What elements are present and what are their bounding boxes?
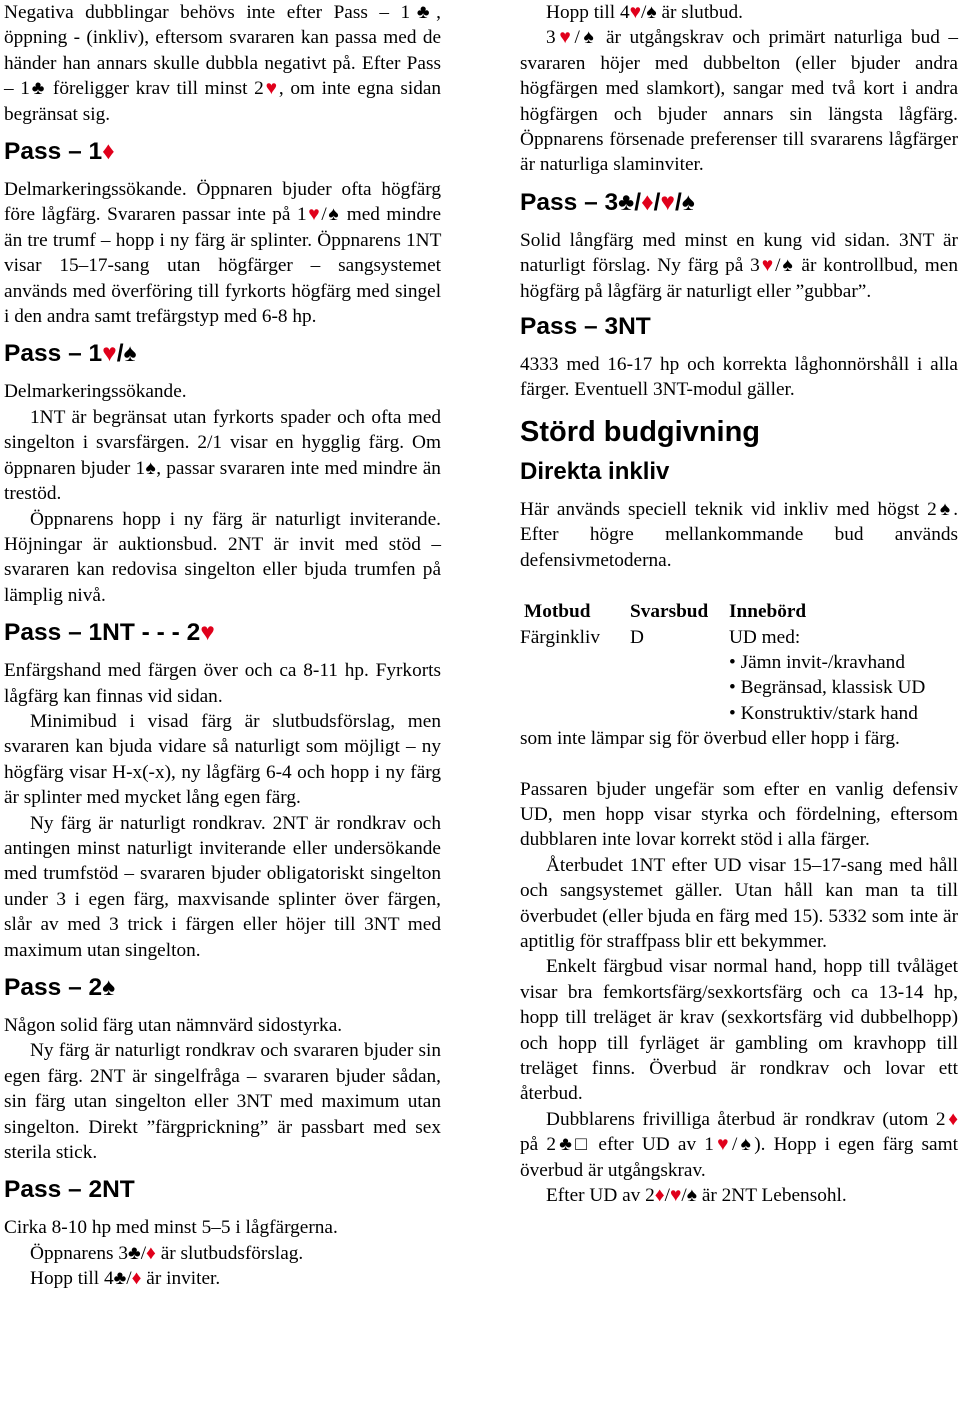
table-header: Motbud	[524, 601, 591, 623]
table-header-row	[520, 599, 925, 624]
table-row	[520, 701, 925, 726]
heart-suit-icon: ♥	[660, 188, 675, 216]
table-cell: Färginkliv	[520, 626, 600, 648]
paragraph: Öppnarens hopp i ny färg är naturligt inviterande. Höjningar är auktionsbud. 2NT är invit med stöd – svararen kan redovisa singelton eller bjuda trumfen på lämplig nivå.	[4, 508, 442, 606]
paragraph: Minimibud i visad färg är slutbudsförslag, men svararen kan bjuda vidare så naturligt som möjligt – ny högfärg visar H-x(-x), ny lågfärg 6-4 och hopp i ny färg är splinter med mycket lång egen färg.	[4, 710, 441, 809]
bullet-item: • Jämn invit-/kravhand	[729, 651, 905, 673]
paragraph: Negativa dubblingar behövs inte efter Pass – 1♣, öppning - (inkliv), eftersom svararen kan passa med de händer han annars skulle dubbla negativt på. Efter Pass – 1♣ föreligger krav till minst 2♥, om inte egna sidan begränsat sig.	[4, 2, 442, 125]
heart-suit-icon: ♥	[200, 619, 215, 647]
section-heading-pass-2s: Pass – 2♠	[4, 974, 116, 1001]
heart-suit-icon: ♥	[759, 255, 776, 277]
section-heading-pass-3: Pass – 3♣/♦/♥/♠	[520, 188, 695, 216]
table-header: Innebörd	[729, 601, 807, 623]
table-header: Svarsbud	[630, 601, 709, 623]
paragraph: Öppnarens 3♣/♦ är slutbudsförslag.	[30, 1242, 304, 1264]
paragraph: Hopp till 4♣/♦ är inviter.	[30, 1268, 221, 1290]
paragraph: som inte lämpar sig för överbud eller hopp i färg.	[520, 728, 900, 750]
paragraph: 1NT är begränsat utan fyrkorts spader och ofta med singelton i svarsfärgen. 2/1 visar en hygglig färg. Om öppnaren bjuder 1♠, passar svararen inte med mindre än trestöd.	[4, 406, 442, 505]
paragraph: Återbudet 1NT efter UD visar 15–17-sang med håll och sangsystemet gäller. Utan håll kan man ta till överbudet (eller bjuda en färg med 15). 5332 som inte är aptitlig för straffpass blir ett bekymmer.	[520, 854, 958, 952]
diamond-suit-icon: ♦	[131, 1268, 142, 1290]
left-column	[4, 0, 441, 1292]
paragraph: Här används speciell teknik vid inkliv med högst 2♠. Efter högre mellankommande bud används defensivmetoderna.	[520, 498, 959, 571]
heart-suit-icon: ♥	[669, 1185, 682, 1207]
heart-suit-icon: ♥	[629, 2, 642, 23]
paragraph: Ny färg är naturligt rondkrav och svararen bjuder sin egen färg. 2NT är singelfråga – svararen bjuder sådan, sin färg utan singelton eller 3NT med maximum utan singelton. Direkt ”färgprickning” är passbart med sex sterila stick.	[4, 1040, 441, 1164]
table-row	[520, 650, 925, 675]
heart-suit-icon: ♥	[555, 27, 575, 49]
right-column	[520, 0, 958, 1208]
table-cell: UD med:	[729, 626, 801, 648]
paragraph: Hopp till 4♥/♠ är slutbud.	[546, 2, 743, 23]
diamond-suit-icon: ♦	[102, 138, 115, 166]
section-heading-pass-1hs: Pass – 1♥/♠	[4, 340, 137, 368]
section-heading-pass-2nt: Pass – 2NT	[4, 1176, 135, 1204]
bullet-item: • Begränsad, klassisk UD	[729, 677, 926, 699]
diamond-suit-icon: ♦	[945, 1108, 959, 1130]
table-row	[520, 675, 925, 700]
heart-suit-icon: ♥	[306, 204, 322, 226]
paragraph: Efter UD av 2♦/♥/♠ är 2NT Lebensohl.	[546, 1185, 847, 1207]
paragraph: Enkelt färgbud visar normal hand, hopp till tvåläget visar bra femkortsfärg/sexkortsfärg och ca 13-14 hp, hopp till treläget är krav (sexkortsfärg vid dubbelhopp) och hopp till fyrläget är gambling om kravhopp till treläget finns. Överbud är rondkrav och lovar ett återbud.	[520, 956, 958, 1105]
paragraph: Enfärgshand med färgen över och ca 8-11 hp. Fyrkorts lågfärg kan finnas vid sidan.	[4, 660, 441, 707]
section-heading-pass-3nt: Pass – 3NT	[520, 313, 651, 341]
paragraph: Delmarkeringssökande.	[4, 381, 187, 403]
paragraph: Delmarkeringssökande. Öppnaren bjuder ofta högfärg före lågfärg. Svararen passar inte på 1♥/♠ med mindre än tre trumf – hopp i ny färg är splinter. Öppnarens 1NT visar 15–17-sang utan högfärger – sangsystemet används med överföring till fyrkorts högfärg med singel i den andra samt trefärgstyp med 6-8 hp.	[4, 179, 442, 328]
paragraph: Passaren bjuder ungefär som efter en vanlig defensiv UD, men hopp visar styrka och fördelning, eftersom dubblaren inte lovar korrekt stöd i alla färger.	[520, 778, 958, 851]
heart-suit-icon: ♥	[713, 1134, 732, 1156]
paragraph: Dubblarens frivilliga återbud är rondkrav (utom 2♦ på 2♣□ efter UD av 1♥/♠). Hopp i egen färg samt överbud är utgångskrav.	[520, 1108, 959, 1181]
diamond-suit-icon: ♦	[654, 1185, 665, 1207]
chapter-heading: Störd budgivning	[520, 415, 761, 448]
heart-suit-icon: ♥	[263, 78, 279, 100]
bullet-item: • Konstruktiv/stark hand	[729, 702, 918, 724]
overcall-table	[520, 599, 925, 726]
paragraph: 4333 med 16-17 hp och korrekta låghonnörshåll i alla färger. Eventuell 3NT-modul gäller.	[520, 354, 958, 401]
paragraph: Cirka 8-10 hp med minst 5–5 i lågfärgerna.	[4, 1217, 338, 1239]
section-heading-pass-1d: Pass – 1♦	[4, 138, 115, 166]
paragraph: Någon solid färg utan nämnvärd sidostyrka.	[4, 1015, 343, 1036]
table-cell: D	[630, 626, 644, 648]
paragraph: Ny färg är naturligt rondkrav. 2NT är rondkrav och antingen minst naturligt inviterande eller undersökande med trumfstöd – svararen bjuder obligatoriskt singelton under 3 i egen färg, maxvisande splinter över färgen, slår av med 3 trick i färgen eller höjer till 3NT med maximum utan singelton.	[4, 812, 441, 961]
diamond-suit-icon: ♦	[146, 1242, 156, 1264]
diamond-suit-icon: ♦	[641, 188, 654, 216]
section-heading-pass-1nt: Pass – 1NT - - - 2♥	[4, 619, 215, 647]
paragraph: Solid långfärg med minst en kung vid sidan. 3NT är naturligt förslag. Ny färg på 3♥/♠ är kontrollbud, men högfärg på lågfärg är naturligt eller ”gubbar”.	[520, 229, 958, 302]
heart-suit-icon: ♥	[102, 340, 117, 368]
subsection-heading: Direkta inkliv	[520, 457, 670, 485]
paragraph: 3♥/♠ är utgångskrav och primärt naturliga bud – svararen höjer med dubbelton (eller bjuder andra högfärgen med slamkort), sangar med två kort i andra högfärgen och bjuder annars sin längsta lågfärg. Öppnarens försenade preferenser till svararens lågfärger är naturliga slaminviter.	[520, 27, 959, 176]
table-row	[520, 625, 925, 650]
